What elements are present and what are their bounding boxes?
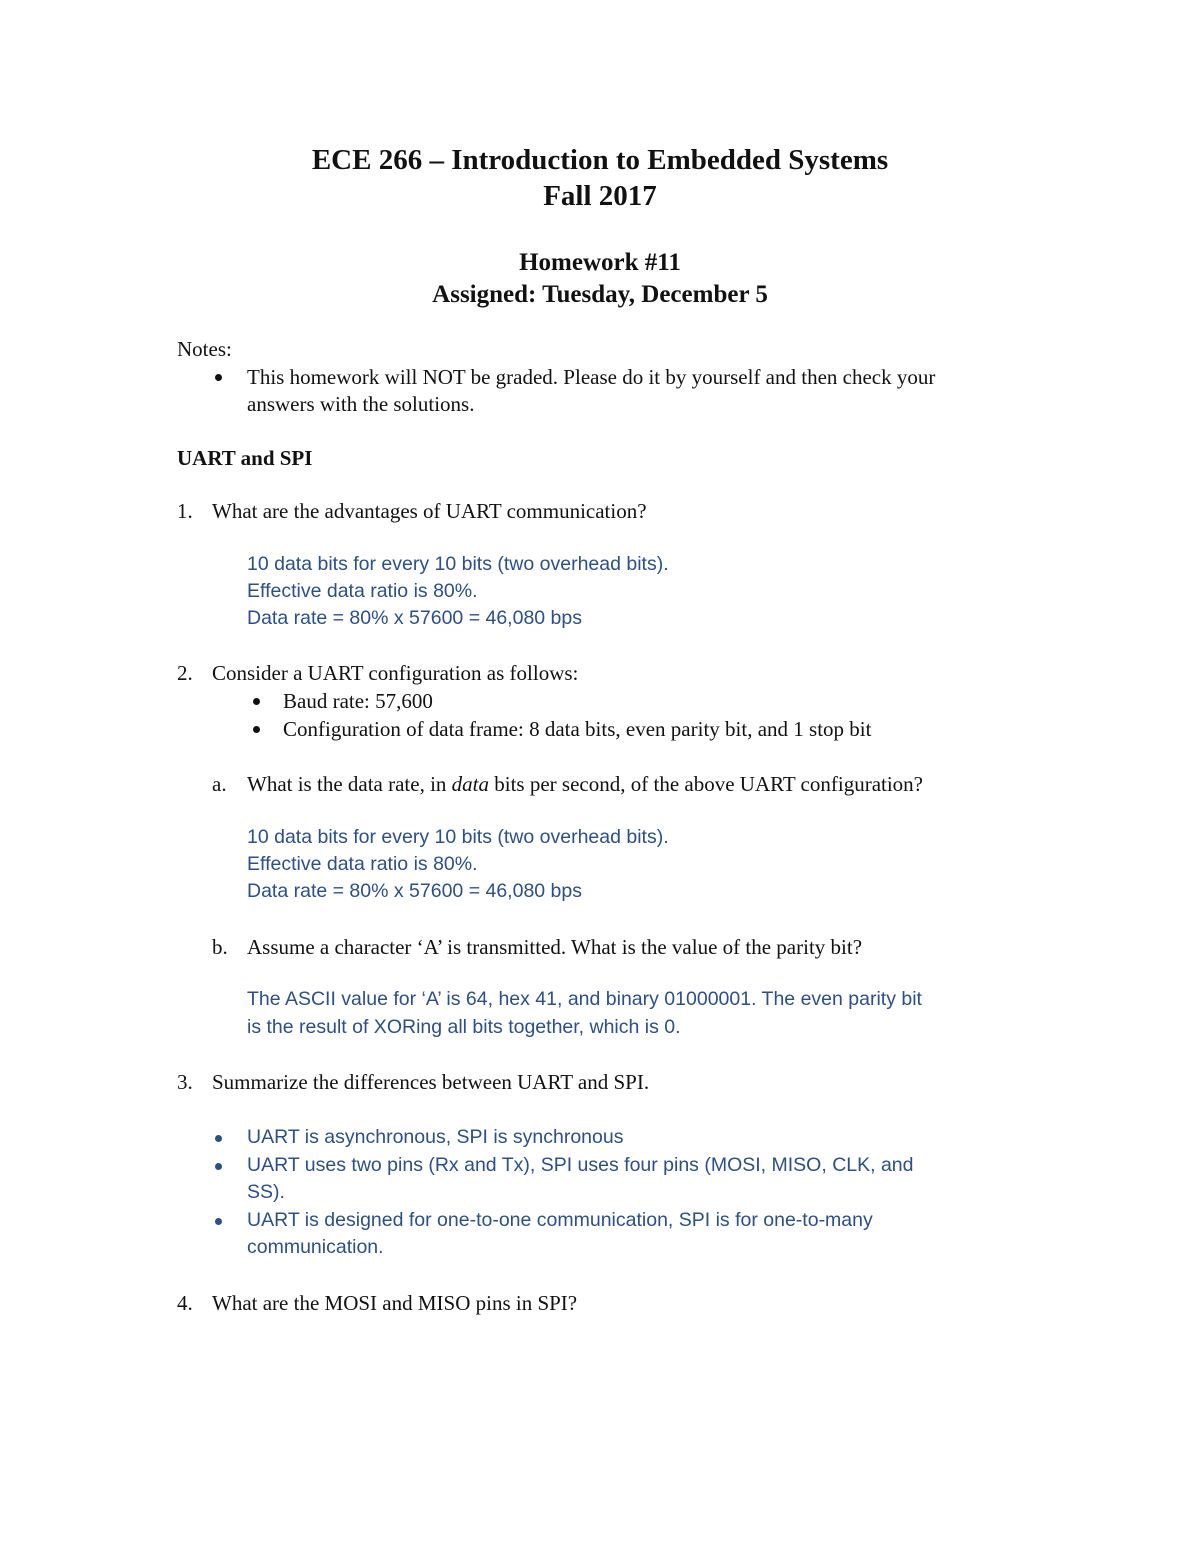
answer-line: Effective data ratio is 80%. [247,580,478,602]
question-number: 1. [177,499,193,523]
answer-line: Data rate = 80% x 57600 = 46,080 bps [247,880,582,902]
question-text: Consider a UART configuration as follows: [212,661,579,685]
bullet-icon [215,1218,222,1225]
notes-label: Notes: [177,337,232,361]
part-letter: a. [212,772,227,796]
part-question: What is the data rate, in data bits per second, of the above UART configuration? [247,772,924,796]
answer-line: The ASCII value for ‘A’ is 64, hex 41, and binary 01000001. The even parity bit [247,988,922,1010]
question-text: What are the advantages of UART communication? [212,499,647,523]
bullet-icon [215,1163,222,1170]
answer-line: 10 data bits for every 10 bits (two overhead bits). [247,826,669,848]
config-item: Configuration of data frame: 8 data bits, even parity bit, and 1 stop bit [283,717,872,741]
config-item: Baud rate: 57,600 [283,689,433,713]
course-title: ECE 266 – Introduction to Embedded Systems [311,144,889,176]
bullet-icon [215,1135,222,1142]
assigned-date: Assigned: Tuesday, December 5 [432,281,768,308]
note-line: answers with the solutions. [247,392,475,416]
homework-number: Homework #11 [519,249,681,276]
term: Fall 2017 [543,180,657,212]
answer-line: Effective data ratio is 80%. [247,853,478,875]
answer-line: is the result of XORing all bits together, which is 0. [247,1016,681,1038]
answer-line: Data rate = 80% x 57600 = 46,080 bps [247,607,582,629]
bullet-icon [253,698,260,705]
bullet-icon [215,374,222,381]
answer-bullet: communication. [247,1236,384,1258]
question-number: 3. [177,1070,193,1094]
part-letter: b. [212,935,228,959]
question-number: 2. [177,661,193,685]
answer-bullet: UART uses two pins (Rx and Tx), SPI uses four pins (MOSI, MISO, CLK, and [247,1154,914,1176]
section-title: UART and SPI [177,446,313,470]
question-text: What are the MOSI and MISO pins in SPI? [212,1291,578,1315]
bullet-icon [253,726,260,733]
answer-bullet: UART is asynchronous, SPI is synchronous [247,1126,624,1148]
part-question: Assume a character ‘A’ is transmitted. What is the value of the parity bit? [247,935,863,959]
question-text: Summarize the differences between UART and SPI. [212,1070,650,1094]
question-number: 4. [177,1291,193,1315]
answer-bullet: SS). [247,1181,285,1203]
answer-line: 10 data bits for every 10 bits (two overhead bits). [247,553,669,575]
answer-bullet: UART is designed for one-to-one communication, SPI is for one-to-many [247,1209,873,1231]
note-line: This homework will NOT be graded. Please do it by yourself and then check your [247,365,936,389]
